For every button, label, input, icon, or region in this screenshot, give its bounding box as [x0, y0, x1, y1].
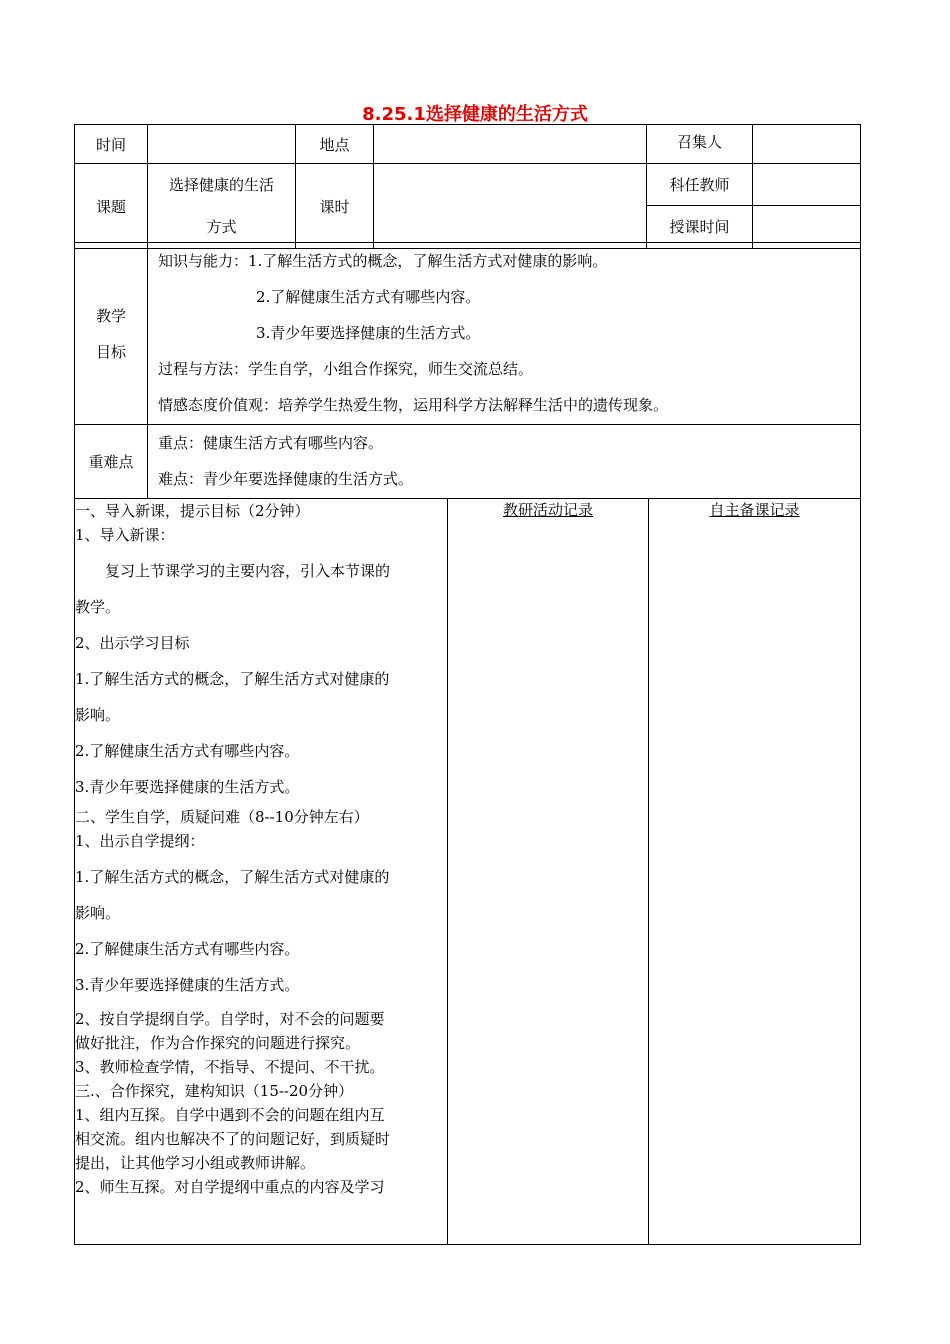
- page-title: 8.25.1选择健康的生活方式: [362, 104, 588, 125]
- teacher-label: 科任教师: [647, 164, 753, 206]
- step-text: 提出，让其他学习小组或教师讲解。: [75, 1154, 316, 1172]
- topic-label: 课题: [75, 164, 148, 249]
- objectives-content: [148, 243, 861, 425]
- period-value: [374, 164, 647, 249]
- step-text: 1、导入新课：: [75, 526, 175, 544]
- step-text: 1、出示自学提纲：: [75, 832, 205, 850]
- objective-line: 2.了解健康生活方式有哪些内容。: [256, 288, 481, 306]
- step-text: 做好批注，作为合作探究的问题进行探究。: [75, 1034, 361, 1052]
- research-record-header: 教研活动记录: [448, 499, 649, 1245]
- teach-time-label: 授课时间: [647, 205, 753, 248]
- key-point-line: 难点：青少年要选择健康的生活方式。: [158, 470, 414, 488]
- key-points-content: [148, 425, 861, 499]
- place-value: [374, 125, 647, 164]
- objectives-label-line2: 目标: [95, 342, 126, 361]
- objectives-table: [74, 242, 861, 499]
- step-text: 1.了解生活方式的概念，了解生活方式对健康的: [75, 670, 390, 688]
- place-label: 地点: [296, 125, 374, 164]
- step-text: 相交流。组内也解决不了的问题记好，到质疑时: [75, 1130, 391, 1148]
- topic-value: [148, 164, 296, 249]
- step-text: 3.青少年要选择健康的生活方式。: [75, 976, 300, 994]
- step-text: 1.了解生活方式的概念，了解生活方式对健康的: [75, 868, 390, 886]
- time-value: [148, 125, 296, 164]
- step-text: 2、师生互探。对自学提纲中重点的内容及学习: [75, 1178, 385, 1196]
- step-text: 3.青少年要选择健康的生活方式。: [75, 778, 300, 796]
- convener-value: [753, 125, 861, 164]
- key-point-line: 重点：健康生活方式有哪些内容。: [158, 434, 384, 452]
- objective-line: 过程与方法：学生自学，小组合作探究，师生交流总结。: [158, 360, 534, 378]
- section-2-title: 二、学生自学，质疑问难（8--10分钟左右）: [75, 808, 369, 826]
- period-label: 课时: [296, 164, 374, 249]
- step-text: 2.了解健康生活方式有哪些内容。: [75, 940, 300, 958]
- self-prep-record-header: 自主备课记录: [649, 499, 861, 1245]
- step-text: 影响。: [75, 904, 121, 922]
- step-text: 1、组内互探。自学中遇到不会的问题在组内互: [75, 1106, 385, 1124]
- objectives-label: [75, 243, 148, 425]
- key-points-label: 重难点: [75, 425, 148, 499]
- lesson-process-table: [74, 498, 861, 1245]
- topic-value-line1: 选择健康的生活: [168, 176, 274, 194]
- section-1-title: 一、导入新课，提示目标（2分钟）: [75, 502, 310, 520]
- convener-label: 召集人: [647, 125, 753, 164]
- step-text: 2、按自学提纲自学。自学时，对不会的问题要: [75, 1010, 385, 1028]
- step-text: 复习上节课学习的主要内容，引入本节课的: [105, 562, 391, 580]
- objective-line: 3.青少年要选择健康的生活方式。: [256, 324, 481, 342]
- step-text: 3、教师检查学情，不指导、不提问、不干扰。: [75, 1058, 385, 1076]
- topic-value-line2: 方式: [206, 218, 237, 236]
- time-label: 时间: [75, 125, 148, 164]
- lesson-steps: [75, 499, 448, 1245]
- lesson-info-table: [74, 124, 861, 249]
- objectives-label-line1: 教学: [95, 306, 126, 325]
- objective-line: 知识与能力：1.了解生活方式的概念，了解生活方式对健康的影响。: [158, 252, 608, 270]
- step-text: 2、出示学习目标: [75, 634, 190, 652]
- step-text: 影响。: [75, 706, 121, 724]
- teacher-value: [753, 164, 861, 206]
- objective-line: 情感态度价值观：培养学生热爱生物，运用科学方法解释生活中的遗传现象。: [158, 396, 669, 414]
- step-text: 教学。: [75, 598, 121, 616]
- section-3-title: 三.、合作探究，建构知识（15--20分钟）: [75, 1082, 354, 1100]
- step-text: 2.了解健康生活方式有哪些内容。: [75, 742, 300, 760]
